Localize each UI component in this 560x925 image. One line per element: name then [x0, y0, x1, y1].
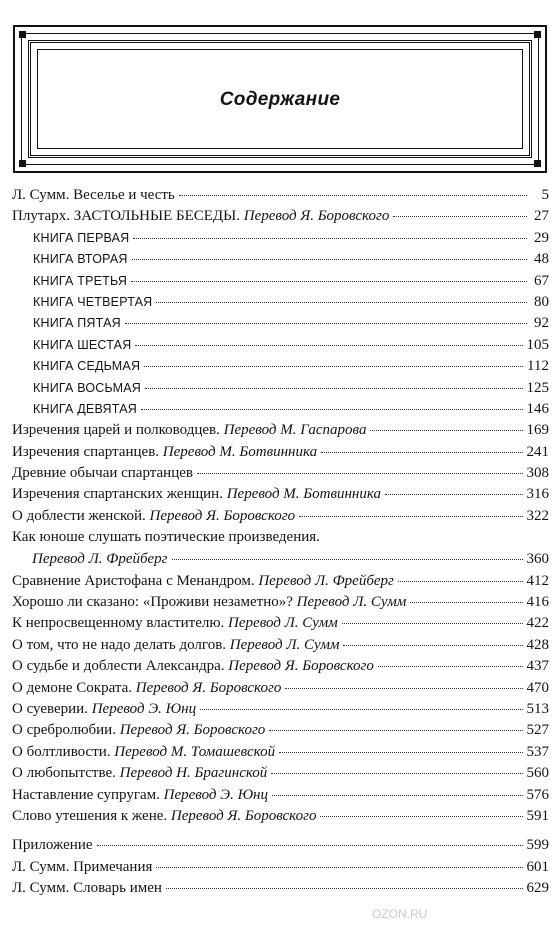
toc-entry-title [33, 228, 129, 249]
toc-entry-label: Изречения царей и полководцев. [12, 422, 224, 439]
toc-entry-page-number: 527 [526, 722, 549, 739]
toc-entry [12, 678, 549, 699]
toc-entry-label: Как юноше слушать поэтические произведения. [12, 529, 320, 546]
toc-entry-title [12, 635, 339, 656]
toc-entry [12, 571, 549, 592]
toc-entry-title [12, 592, 406, 613]
toc-entry [12, 228, 549, 249]
toc-entry-title [12, 699, 196, 720]
toc-entry-title [12, 484, 381, 505]
toc-entry-title [12, 527, 320, 548]
toc-entry [12, 699, 549, 720]
toc-entry-label: О сребролюбии. [12, 722, 120, 739]
table-of-contents [12, 185, 549, 900]
toc-entry [12, 206, 549, 227]
toc-entry [12, 463, 549, 484]
toc-entry-label: Плутарх. ЗАСТОЛЬНЫЕ БЕСЕДЫ. [12, 208, 244, 225]
toc-entry-page-number: 29 [534, 229, 549, 246]
toc-entry-title [33, 271, 127, 292]
toc-entry-page-number: 599 [526, 837, 549, 854]
toc-entry-label: КНИГА ДЕВЯТАЯ [33, 401, 137, 416]
toc-entry-page-number: 105 [526, 336, 549, 353]
toc-entry-label: Древние обычаи спартанцев [12, 465, 193, 482]
dot-leader [385, 493, 522, 495]
toc-entry-page-number: 316 [526, 486, 549, 503]
corner-ornament [534, 160, 541, 167]
toc-entry-title [33, 335, 131, 356]
dot-leader [320, 815, 522, 817]
toc-entry [12, 613, 549, 634]
toc-entry-title [12, 785, 268, 806]
toc-entry-translator: Перевод Л. Сумм [228, 615, 338, 632]
toc-entry-page-number: 422 [526, 615, 549, 632]
toc-entry-page-number: 308 [526, 465, 549, 482]
toc-entry-page-number: 48 [534, 251, 549, 268]
toc-entry-title [12, 742, 275, 763]
toc-entry-label: КНИГА ТРЕТЬЯ [33, 273, 128, 288]
toc-entry-page-number: 513 [526, 700, 549, 717]
toc-entry [12, 185, 549, 206]
toc-entry-label: Сравнение Аристофана с Менандром. [12, 572, 259, 589]
toc-entry-page-number: 67 [534, 272, 549, 289]
toc-entry-label: О болтливости. [12, 743, 115, 760]
dot-leader [145, 387, 522, 389]
dot-leader [299, 515, 522, 517]
dot-leader [156, 301, 527, 303]
toc-entry-translator: Перевод Э. Юнц [91, 700, 197, 717]
dot-leader [378, 665, 523, 667]
toc-entry-page-number: 92 [534, 315, 549, 332]
toc-entry-translator: Перевод Я. Боровского [243, 208, 390, 225]
toc-entry [12, 313, 549, 334]
toc-entry-translator: Перевод Я. Боровского [149, 507, 296, 524]
toc-entry-translator: Перевод Я. Боровского [170, 807, 317, 824]
toc-entry-page-number: 576 [526, 786, 549, 803]
toc-entry-page-number: 80 [534, 293, 549, 310]
toc-entry-label: Хорошо ли сказано: «Проживи незаметно»? [12, 594, 297, 611]
toc-entry [12, 506, 549, 527]
toc-entry-translator: Перевод Л. Фрейберг [258, 572, 394, 589]
dot-leader [279, 751, 522, 753]
toc-entry-title [12, 656, 374, 677]
toc-entry [12, 720, 549, 741]
toc-entry-label: КНИГА ШЕСТАЯ [33, 337, 132, 352]
dot-leader [179, 194, 527, 196]
toc-entry-label: О судьбе и доблести Александра. [12, 658, 229, 675]
dot-leader [141, 408, 523, 410]
toc-entry [12, 249, 549, 270]
toc-entry-label: Изречения спартанцев. [12, 443, 163, 460]
toc-entry [12, 656, 549, 677]
toc-entry-label: Изречения спартанских женщин. [12, 486, 227, 503]
toc-entry-label: КНИГА ПЕРВАЯ [33, 230, 130, 245]
toc-entry-title [33, 356, 140, 377]
toc-entry-label: КНИГА ЧЕТВЕРТАЯ [33, 294, 153, 309]
toc-entry-title [33, 313, 121, 334]
toc-entry-translator: Перевод Н. Брагинской [119, 765, 268, 782]
dot-leader [393, 215, 527, 217]
toc-entry-title [12, 463, 193, 484]
toc-entry-page-number: 412 [526, 572, 549, 589]
toc-entry-translator: Перевод Л. Сумм [229, 636, 340, 653]
toc-entry-page-number: 322 [526, 507, 549, 524]
toc-entry-label: КНИГА ВОСЬМАЯ [33, 380, 142, 395]
toc-entry-page-number: 125 [526, 379, 549, 396]
toc-entry [12, 292, 549, 313]
toc-entry-label: КНИГА ВТОРАЯ [33, 252, 128, 267]
toc-entry [12, 785, 549, 806]
toc-entry-title [12, 442, 317, 463]
dot-leader [172, 558, 523, 560]
toc-entry-label: Л. Сумм. Примечания [12, 858, 153, 875]
toc-entry-page-number: 5 [541, 187, 549, 203]
dot-leader [131, 280, 527, 282]
toc-entry-page-number: 416 [526, 594, 549, 611]
toc-entry-page-number: 560 [526, 765, 549, 782]
dot-leader [135, 344, 522, 346]
toc-entry-translator: Перевод Я. Боровского [119, 722, 266, 739]
toc-entry [12, 378, 549, 399]
dot-leader [97, 844, 523, 846]
toc-entry-label: О том, что не надо делать долгов. [12, 636, 230, 653]
dot-leader [269, 729, 522, 731]
dot-leader [271, 772, 522, 774]
dot-leader [272, 794, 523, 796]
dot-leader [321, 451, 522, 453]
toc-entry-label: Приложение [12, 837, 93, 854]
toc-entry-page-number: 470 [526, 679, 549, 696]
toc-entry-translator: Перевод Я. Боровского [228, 658, 374, 675]
dot-leader [132, 258, 527, 260]
toc-entry-page-number: 591 [526, 807, 549, 824]
toc-entry [12, 335, 549, 356]
toc-entry-title [33, 378, 141, 399]
dot-leader [285, 687, 522, 689]
toc-entry-label: КНИГА ПЯТАЯ [33, 316, 121, 331]
corner-ornament [19, 31, 26, 38]
dot-leader [342, 622, 523, 624]
toc-entry-translator: Перевод Л. Фрейберг [32, 551, 168, 568]
toc-entry-title [12, 506, 295, 527]
toc-entry-title [12, 206, 389, 227]
toc-entry-translator: Перевод М. Томашевской [114, 743, 276, 760]
toc-entry-title [12, 613, 338, 634]
toc-entry-label: О суеверии. [12, 700, 92, 717]
dot-leader [156, 866, 522, 868]
toc-entry-title [33, 249, 128, 270]
dot-leader [398, 580, 523, 582]
dot-leader [343, 644, 522, 646]
toc-entry-title [12, 835, 93, 856]
corner-ornament [534, 31, 541, 38]
toc-entry [12, 635, 549, 656]
toc-entry-page-number: 27 [534, 208, 549, 225]
toc-entry-label: Л. Сумм. Словарь имен [12, 880, 162, 897]
dot-leader [197, 472, 523, 474]
corner-ornament [19, 160, 26, 167]
toc-entry-label: Слово утешения к жене. [12, 807, 171, 824]
toc-entry [12, 484, 549, 505]
toc-entry-translator: Перевод Л. Сумм [296, 594, 407, 611]
toc-entry-title [12, 420, 366, 441]
toc-entry-title [33, 399, 137, 420]
toc-entry-label: Л. Сумм. Веселье и честь [12, 187, 175, 203]
toc-entry-page-number: 629 [526, 880, 549, 897]
toc-entry [12, 857, 549, 878]
toc-entry-page-number: 146 [526, 400, 549, 417]
toc-entry-title [12, 878, 162, 899]
toc-entry [12, 592, 549, 613]
toc-entry-translator: Перевод Э. Юнц [163, 786, 268, 803]
toc-entry [12, 271, 549, 292]
dot-leader [125, 322, 527, 324]
toc-entry-title [33, 292, 152, 313]
toc-entry-label: О любопытстве. [12, 765, 120, 782]
toc-entry-page-number: 360 [526, 551, 549, 568]
dot-leader [370, 429, 522, 431]
toc-entry-translator: Перевод Я. Боровского [135, 679, 282, 696]
toc-entry-title [12, 857, 152, 878]
title-frame [13, 25, 547, 173]
toc-entry [12, 399, 549, 420]
toc-entry-translator: Перевод М. Ботвинника [162, 443, 318, 460]
toc-entry [12, 549, 549, 570]
toc-entry-label: Наставление супругам. [12, 786, 164, 803]
dot-leader [133, 237, 527, 239]
toc-entry-label: К непросвещенному властителю. [12, 615, 229, 632]
toc-entry-page-number: 169 [526, 422, 549, 439]
toc-entry-page-number: 601 [526, 858, 549, 875]
toc-entry-title [12, 763, 267, 784]
toc-entry-title [12, 720, 265, 741]
dot-leader [144, 365, 523, 367]
toc-entry-page-number: 112 [527, 358, 549, 375]
toc-entry-page-number: 437 [526, 658, 549, 675]
toc-entry-page-number: 537 [526, 743, 549, 760]
toc-entry-title [32, 549, 168, 570]
dot-leader [166, 887, 523, 889]
dot-leader [410, 601, 522, 603]
toc-entry-translator: Перевод М. Ботвинника [226, 486, 382, 503]
toc-entry-title [12, 185, 175, 206]
toc-entry [12, 742, 549, 763]
toc-entry-title [12, 571, 394, 592]
toc-entry-label: КНИГА СЕДЬМАЯ [33, 359, 141, 374]
toc-entry-translator: Перевод М. Гаспарова [223, 422, 367, 439]
dot-leader [200, 708, 522, 710]
toc-entry-title [12, 678, 281, 699]
watermark: OZON.RU [372, 907, 428, 921]
toc-entry [12, 442, 549, 463]
toc-entry [12, 806, 549, 827]
toc-entry [12, 356, 549, 377]
toc-entry-title [12, 806, 316, 827]
toc-entry-label: О демоне Сократа. [12, 679, 136, 696]
toc-entry [12, 420, 549, 441]
page-title: Содержание [219, 89, 341, 110]
toc-entry [12, 835, 549, 856]
toc-entry-page-number: 428 [526, 636, 549, 653]
toc-entry [12, 527, 549, 549]
toc-entry [12, 763, 549, 784]
toc-entry-page-number: 241 [526, 443, 549, 460]
toc-entry [12, 878, 549, 899]
toc-entry-label: О доблести женской. [12, 507, 150, 524]
